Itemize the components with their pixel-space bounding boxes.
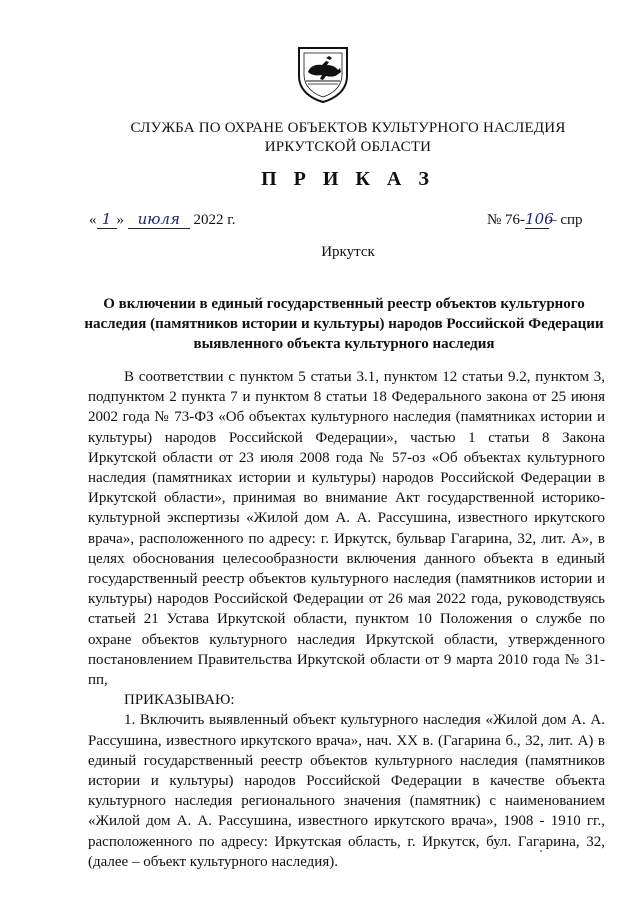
document-number: [487, 210, 583, 229]
organization-name-line2: ИРКУТСКОЙ ОБЛАСТИ: [264, 139, 432, 155]
date-year: 2022 г.: [193, 212, 236, 228]
handwritten-number: 106: [525, 210, 554, 228]
date-close-quote: »: [116, 212, 124, 228]
date-open-quote: «: [89, 212, 97, 228]
organization-name-line1: СЛУЖБА ПО ОХРАНЕ ОБЪЕКТОВ КУЛЬТУРНОГО НАСЛЕДИЯ: [130, 120, 566, 136]
number-suffix: – спр: [549, 212, 583, 228]
scan-speck: [540, 850, 542, 852]
document-date: [89, 210, 235, 229]
document-body: [88, 367, 605, 872]
order-item-1: 1. Включить выявленный объект культурного наследия «Жилой дом А. А. Рассушина, известного иркутского врача», нач. XX в. (Гагарина б., 32, лит. А) в единый государственный реестр объектов культурного наследия (памятников истории и культуры) народов Российской Федерации в качестве объекта культурного наследия регионального значения (памятник) с наименованием «Жилой дом А. А. Рассушина, известного иркутского врача», 1908 - 1910 гг., расположенного по адресу: Иркутская область, г. Иркутск, бул. Гагарина, 32, (далее – объект культурного наследия).: [88, 712, 605, 870]
order-word: ПРИКАЗЫВАЮ:: [124, 692, 235, 709]
preamble-paragraph: В соответствии с пунктом 5 статьи 3.1, пунктом 12 статьи 9.2, пунктом 3, подпунктом 2 пункта 7 и пунктом 8 статьи 18 Федерального закона от 25 июня 2002 года № 73-ФЗ «Об объектах культурного наследия (памятниках истории и культуры) народов Российской Федерации», частью 1 статьи 8 Закона Иркутской области от 23 июля 2008 года № 57-оз «Об объектах культурного наследия (памятниках истории и культуры) народов Российской Федерации в Иркутской области», принимая во внимание Акт государственной историко-культурной экспертизы «Жилой дом А. А. Рассушина, известного иркутского врача», расположенного по адресу: г. Иркутск, бульвар Гагарина, 32, лит. А», в целях обоснования целесообразности включения данного объекта в единый государственный реестр объектов культурного наследия (памятников истории и культуры) народов Российской Федерации от 26 мая 2022 года, руководствуясь статьей 21 Устава Иркутской области, пунктом 10 Положения о службе по охране объектов культурного наследия Иркутской области, утвержденного постановлением Правительства Иркутской области от 9 марта 2010 года № 31-пп,: [88, 369, 605, 689]
number-prefix: № 76-: [487, 212, 526, 228]
order-heading: О включении в единый государственный реестр объектов культурного наследия (памятников истории и культуры) народов Российской Федерации выявленного объекта культурного наследия: [84, 296, 604, 352]
handwritten-day: 1: [97, 210, 117, 229]
handwritten-month: июля: [128, 210, 190, 229]
city-name: Иркутск: [321, 244, 375, 260]
document-type-title: П Р И К А З: [261, 168, 435, 190]
coat-of-arms-icon: [296, 46, 350, 104]
